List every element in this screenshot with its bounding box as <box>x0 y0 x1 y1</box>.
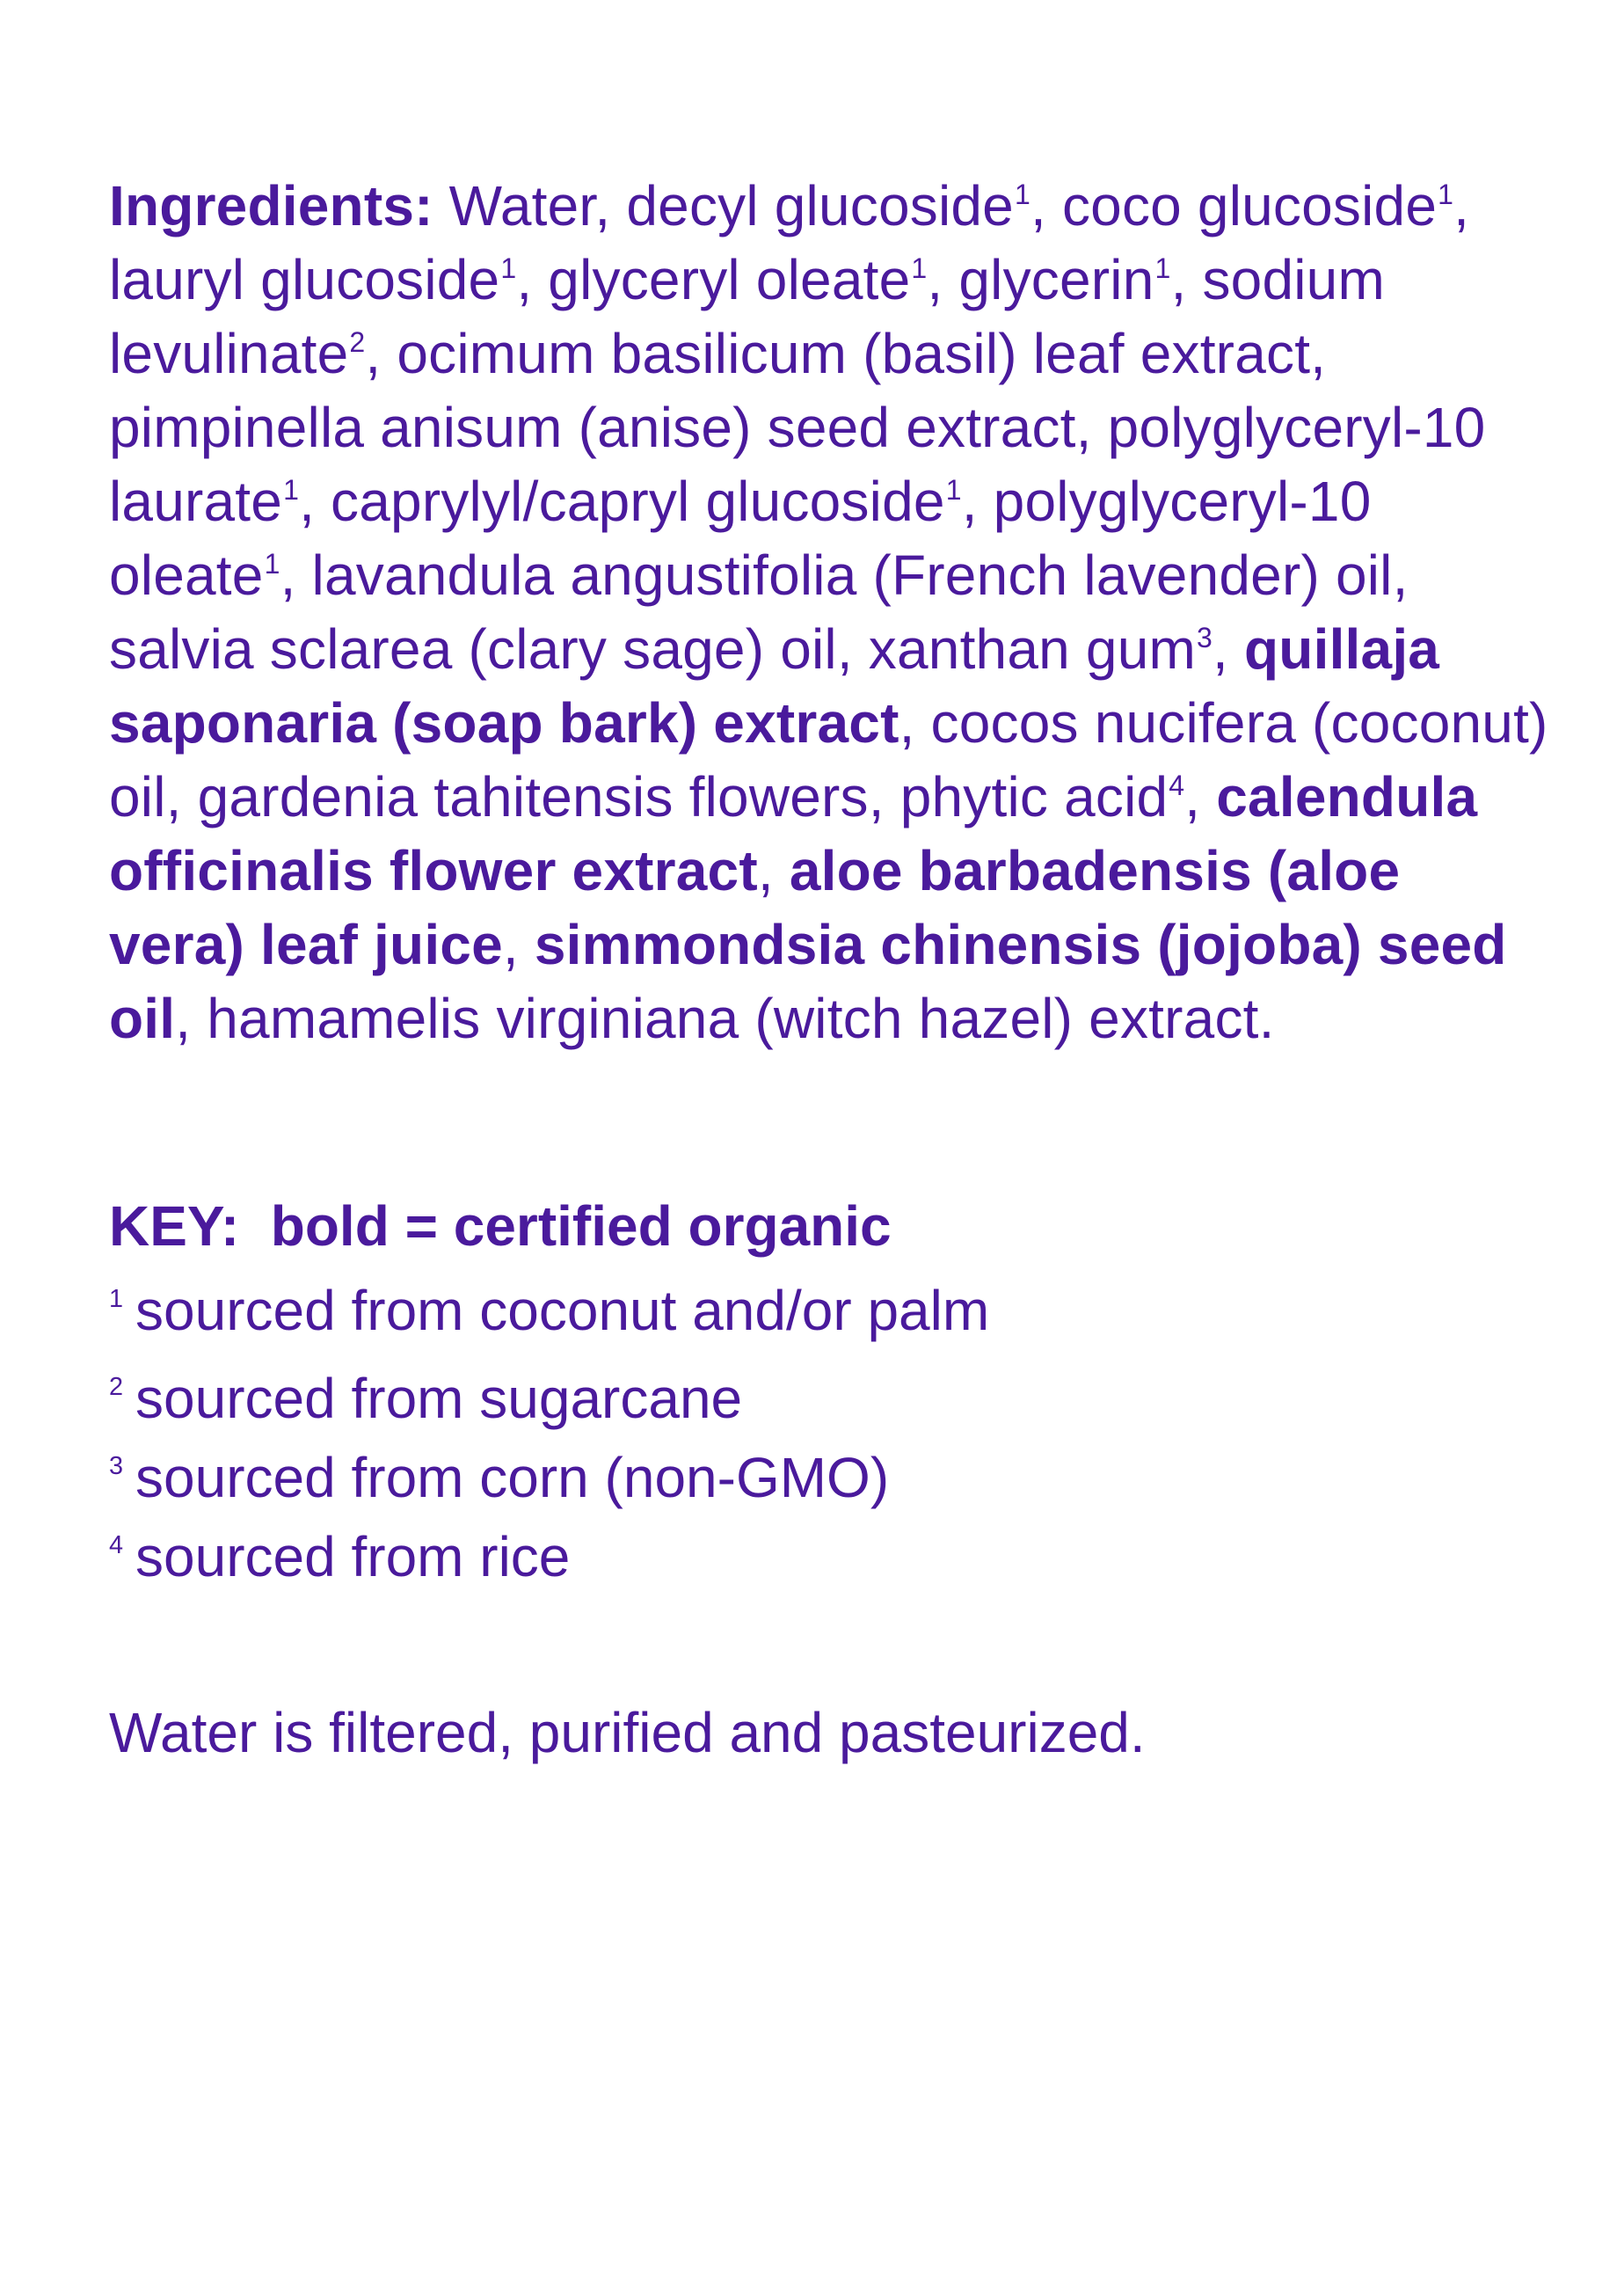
footnote-marker: 2 <box>349 326 366 358</box>
ingredient-text: , ocimum basilicum (basil) leaf extract, pimpinella anisum (anise) seed extract, polyglyceryl-10 laurate <box>109 322 1486 533</box>
ingredient-text: , cocos nucifera (coconut) oil, gardenia tahitensis flowers, phytic acid <box>109 691 1548 828</box>
footnote-marker: 4 <box>1169 770 1185 801</box>
ingredient-text: , <box>1184 765 1217 828</box>
footnote-marker: 1 <box>1438 179 1454 210</box>
footnote-marker: 4 <box>109 1531 124 1560</box>
footnote-marker: 1 <box>283 474 300 506</box>
ingredients-paragraph <box>109 169 1551 1055</box>
footnote-text: sourced from rice <box>135 1525 571 1588</box>
footnote-marker: 1 <box>109 1285 124 1314</box>
ingredient-text: , <box>757 839 790 902</box>
water-note: Water is filtered, purified and pasteurized. <box>109 1701 1146 1764</box>
ingredient-text: , <box>502 913 535 976</box>
footnote-text: sourced from sugarcane <box>135 1367 743 1430</box>
footnote-marker: 1 <box>911 252 928 284</box>
organic-ingredient: aloe barbadensis (aloe vera) leaf juice <box>109 839 1401 976</box>
ingredient-text: , lauryl glucoside <box>109 174 1470 311</box>
footnote-marker: 3 <box>1197 622 1213 653</box>
ingredient-text: Water, decyl glucoside <box>433 174 1014 237</box>
key-item <box>109 1274 989 1347</box>
footnote-text: sourced from coconut and/or palm <box>135 1279 990 1342</box>
footnote-marker: 2 <box>109 1373 124 1402</box>
ingredient-text: , <box>1213 617 1244 681</box>
ingredient-text: , glycerin <box>927 248 1154 311</box>
ingredients-heading: Ingredients: <box>109 174 433 237</box>
footnote-text: sourced from corn (non-GMO) <box>135 1446 890 1509</box>
key-item <box>109 1520 570 1594</box>
ingredient-text: , glyceryl oleate <box>516 248 911 311</box>
ingredient-text: , coco glucoside <box>1030 174 1438 237</box>
footnote-marker: 1 <box>500 252 517 284</box>
key-item <box>109 1441 889 1514</box>
organic-ingredient: calendula officinalis flower extract <box>109 765 1478 902</box>
footnote-marker: 3 <box>109 1452 124 1481</box>
footnote-marker: 1 <box>945 474 962 506</box>
key-title: KEY: bold = certified organic <box>109 1194 892 1258</box>
ingredients-list <box>109 174 1548 1050</box>
organic-ingredient: simmondsia chinensis (jojoba) seed oil <box>109 913 1507 1050</box>
ingredient-text: , caprylyl/capryl glucoside <box>299 470 945 533</box>
footnote-marker: 1 <box>1154 252 1171 284</box>
footnote-marker: 1 <box>1014 179 1030 210</box>
ingredient-text: , hamamelis virginiana (witch hazel) extract. <box>175 987 1275 1050</box>
ingredient-text: , lavandula angustifolia (French lavender) oil, salvia sclarea (clary sage) oil, xanthan gum <box>109 544 1409 681</box>
ingredient-text: , sodium levulinate <box>109 248 1385 385</box>
organic-ingredient: quillaja saponaria (soap bark) extract <box>109 617 1440 755</box>
footnote-marker: 1 <box>264 548 280 580</box>
ingredient-text: , polyglyceryl-10 oleate <box>109 470 1372 607</box>
key-item <box>109 1361 742 1435</box>
